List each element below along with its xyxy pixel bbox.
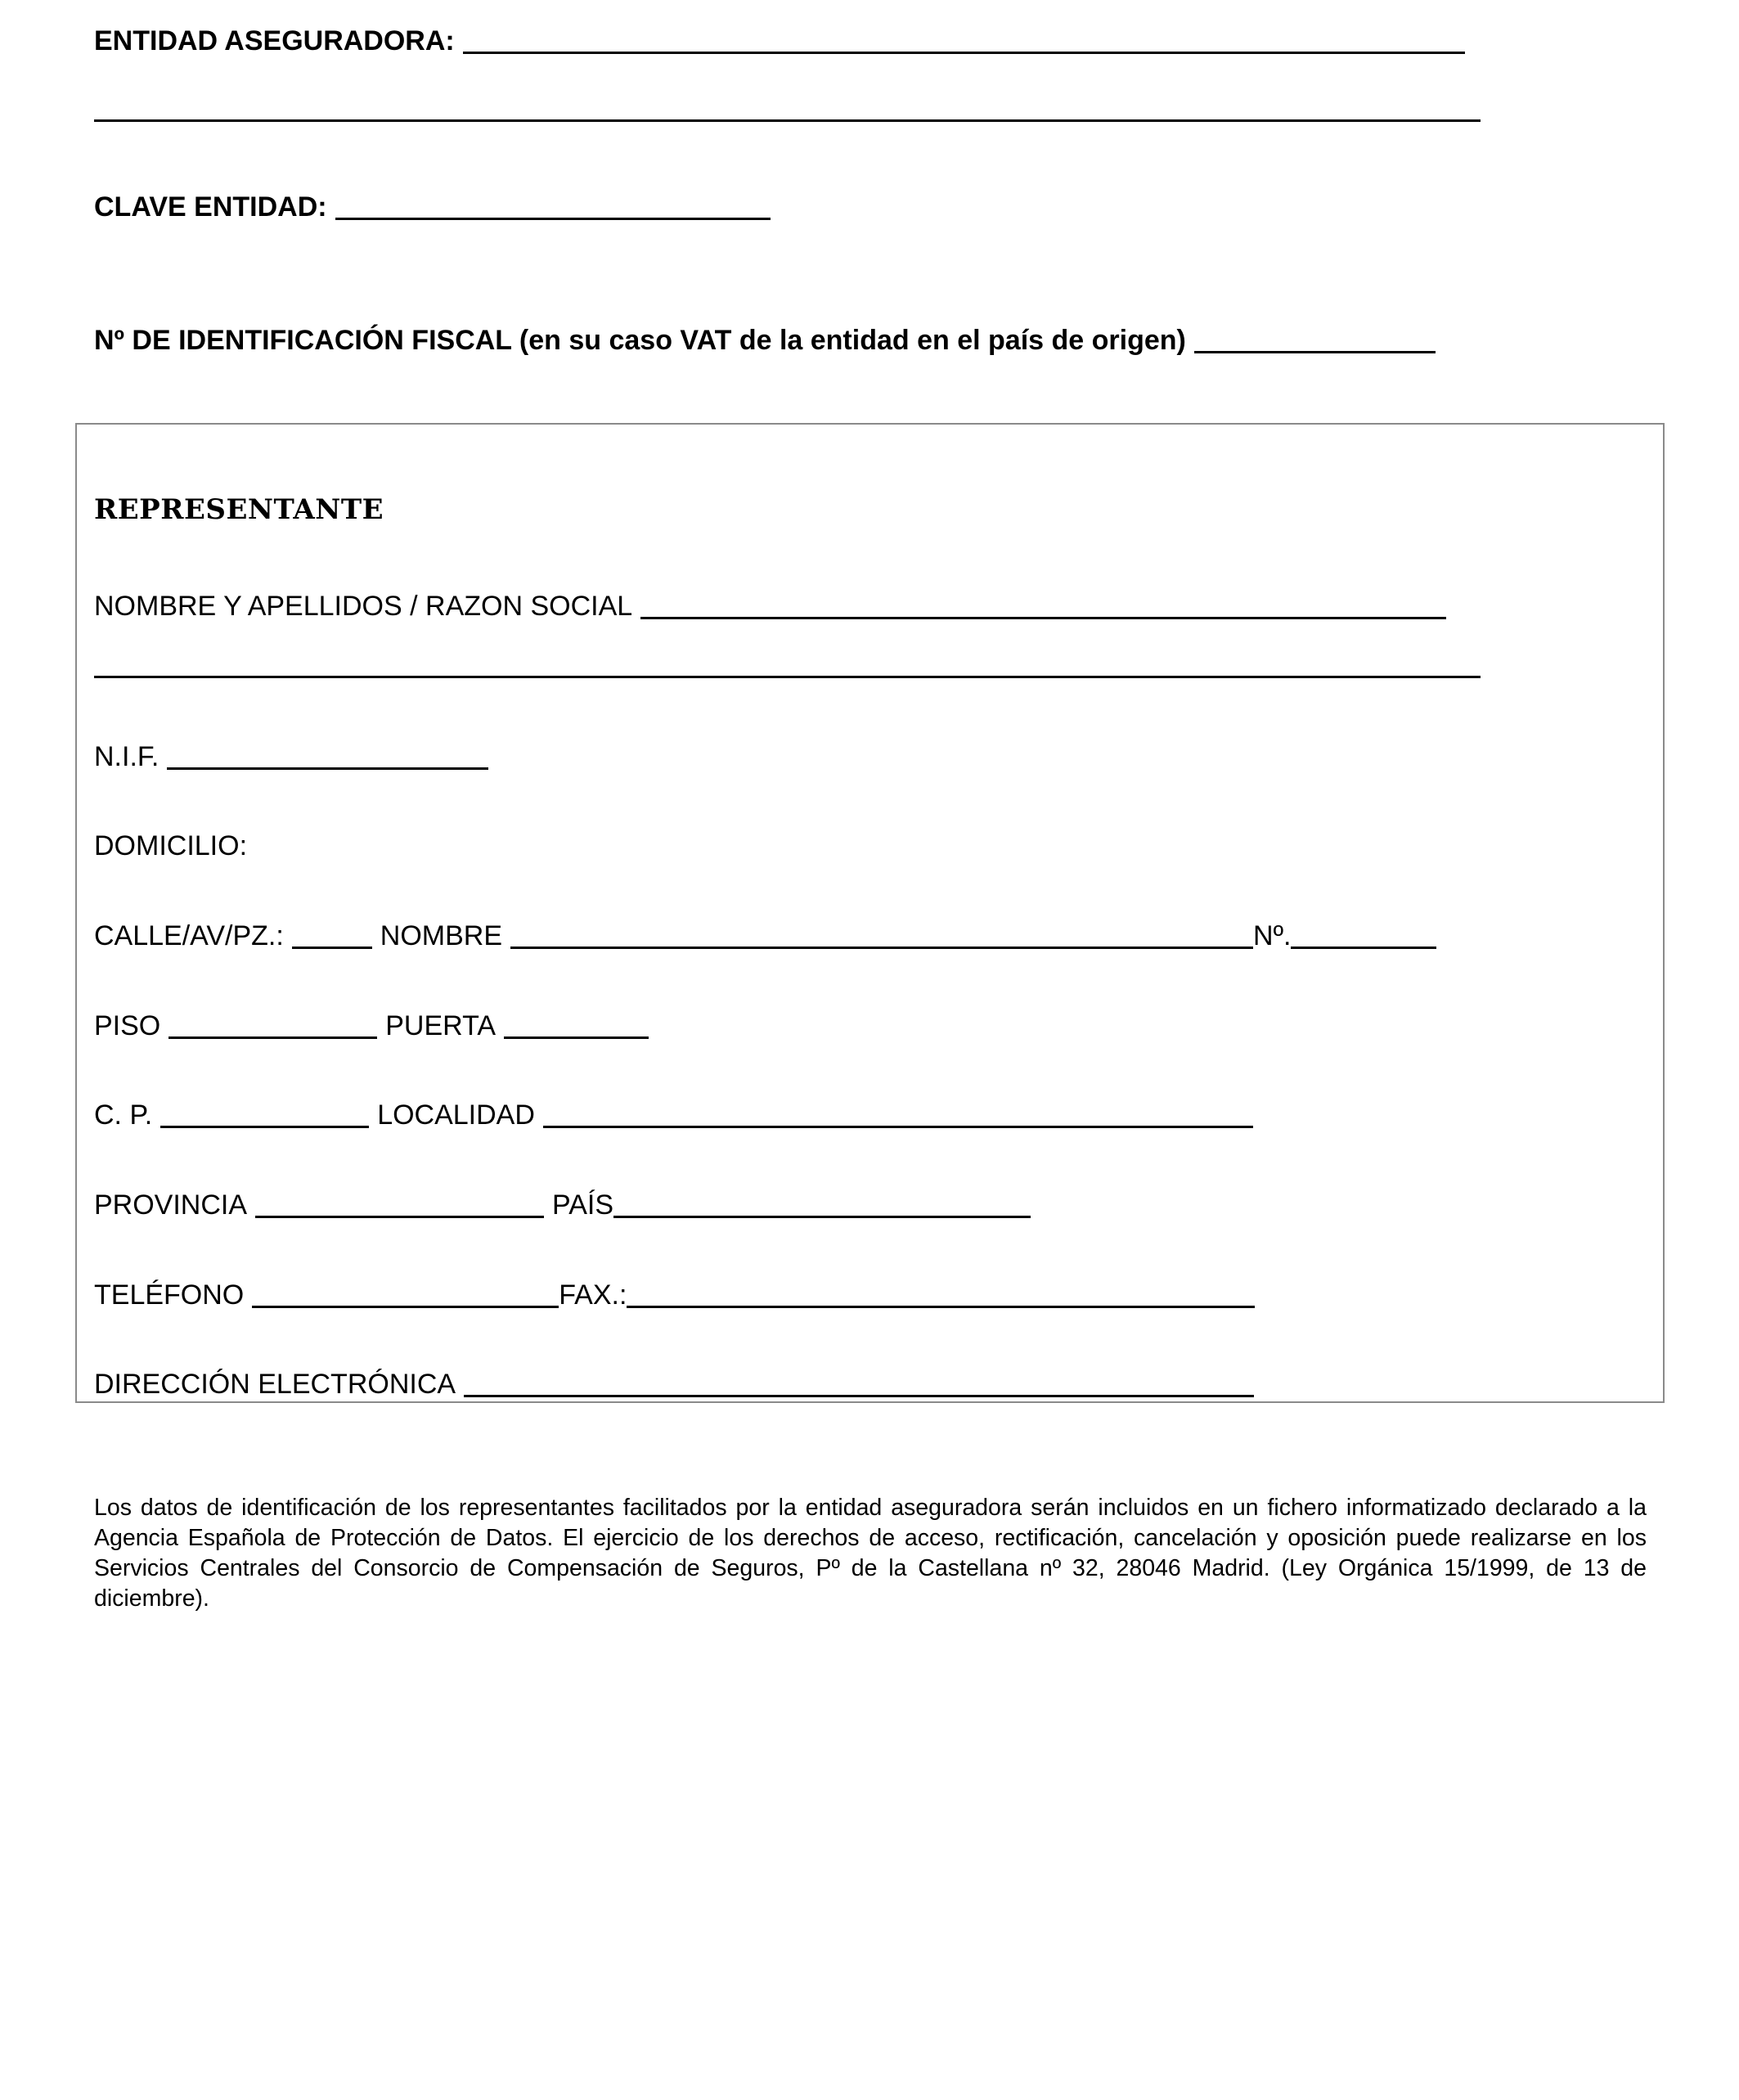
nombre-row <box>94 590 1446 623</box>
email-row <box>94 1368 1254 1401</box>
nif-fiscal-row <box>94 324 1436 357</box>
email-field[interactable] <box>464 1395 1254 1397</box>
data-protection-notice: Los datos de identificación de los representantes facilitados por la entidad aseguradora serán incluidos en un fichero informatizado declarado a la Agencia Española de Protección de Datos. El ejercicio de los derechos de acceso, rectificación, cancelación y oposición puede realizarse en los Servicios Centrales del Consorcio de Compensación de Seguros, Pº de la Castellana nº 32, 28046 Madrid. (Ley Orgánica 15/1999, de 13 de diciembre). <box>94 1495 1647 1612</box>
nif-label: N.I.F. <box>94 741 160 772</box>
puerta-label: PUERTA <box>385 1010 497 1041</box>
telefono-row <box>94 1279 1255 1311</box>
provincia-row <box>94 1189 1031 1221</box>
clave-entidad-field[interactable] <box>335 218 771 220</box>
fax-field[interactable] <box>627 1306 1255 1308</box>
nombre-calle-field[interactable] <box>510 947 1253 949</box>
cp-row <box>94 1099 1253 1131</box>
nombre-calle-label: NOMBRE <box>380 920 503 951</box>
domicilio-row <box>94 830 247 862</box>
fax-label: FAX.: <box>559 1279 627 1311</box>
provincia-field[interactable] <box>255 1216 544 1218</box>
numero-field[interactable] <box>1291 947 1436 949</box>
cp-label: C. P. <box>94 1099 153 1131</box>
piso-field[interactable] <box>169 1037 377 1039</box>
entidad-aseguradora-label: ENTIDAD ASEGURADORA: <box>94 25 455 56</box>
localidad-label: LOCALIDAD <box>377 1099 535 1131</box>
numero-label: Nº. <box>1253 920 1292 951</box>
telefono-field[interactable] <box>252 1306 559 1308</box>
email-label: DIRECCIÓN ELECTRÓNICA <box>94 1369 456 1400</box>
telefono-label: TELÉFONO <box>94 1279 245 1311</box>
calle-row <box>94 920 1436 952</box>
nif-fiscal-field[interactable] <box>1194 351 1436 353</box>
calle-tipo-field[interactable] <box>292 947 372 949</box>
puerta-field[interactable] <box>504 1037 649 1039</box>
representante-box <box>75 423 1665 1403</box>
nif-row <box>94 740 488 773</box>
cp-field[interactable] <box>160 1126 369 1128</box>
calle-label: CALLE/AV/PZ.: <box>94 920 284 951</box>
pais-field[interactable] <box>613 1216 1031 1218</box>
piso-label: PISO <box>94 1010 161 1041</box>
provincia-label: PROVINCIA <box>94 1189 248 1221</box>
nombre-field-line2[interactable] <box>94 676 1481 678</box>
nif-field[interactable] <box>167 767 488 770</box>
nombre-field[interactable] <box>640 617 1446 619</box>
clave-entidad-row <box>94 191 771 223</box>
representante-title: REPRESENTANTE <box>94 493 384 526</box>
nombre-label: NOMBRE Y APELLIDOS / RAZON SOCIAL <box>94 591 633 622</box>
entidad-aseguradora-row <box>94 25 1465 57</box>
piso-row <box>94 1010 649 1042</box>
entidad-aseguradora-field[interactable] <box>463 52 1465 54</box>
clave-entidad-label: CLAVE ENTIDAD: <box>94 191 327 223</box>
localidad-field[interactable] <box>543 1126 1253 1128</box>
nif-fiscal-label: Nº DE IDENTIFICACIÓN FISCAL (en su caso VAT de la entidad en el país de origen) <box>94 325 1186 356</box>
domicilio-label: DOMICILIO: <box>94 830 248 861</box>
pais-label: PAÍS <box>552 1189 614 1221</box>
entidad-aseguradora-field-line2[interactable] <box>94 119 1481 122</box>
